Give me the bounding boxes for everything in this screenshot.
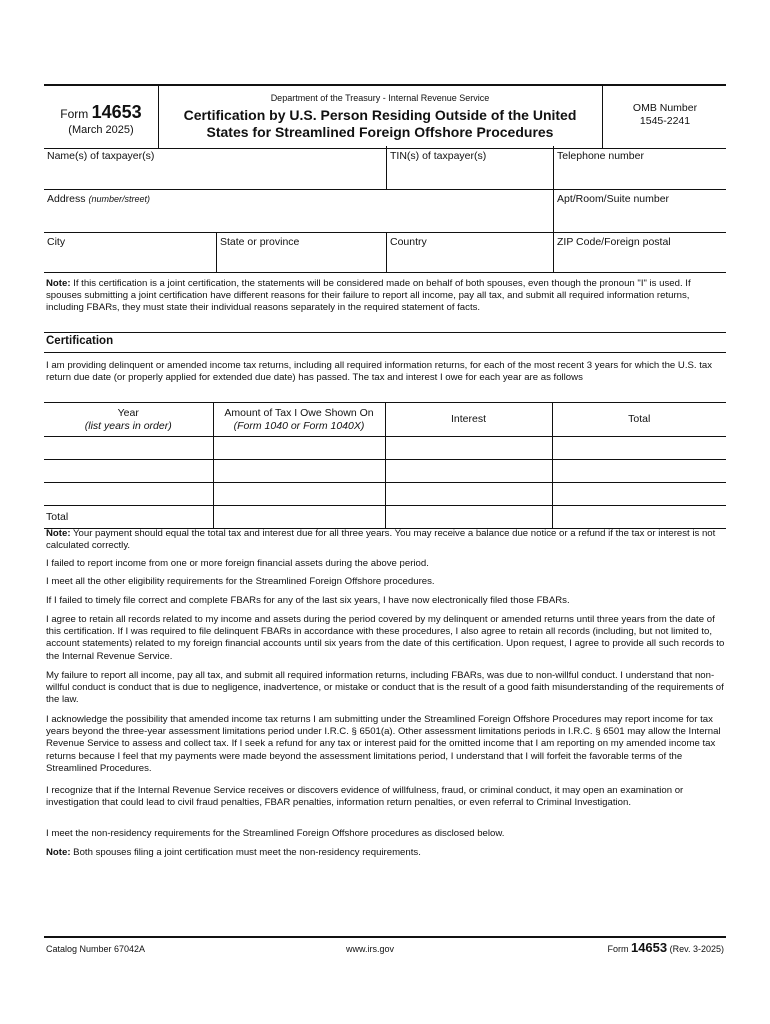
tin-label: TIN(s) of taxpayer(s)	[390, 150, 487, 162]
state-field[interactable]	[216, 232, 387, 272]
table-row	[44, 437, 726, 460]
names-label: Name(s) of taxpayer(s)	[47, 150, 155, 162]
col-year-hint: (list years in order)	[84, 419, 172, 432]
irs-website: www.irs.gov	[346, 944, 395, 954]
amount-cell[interactable]	[213, 460, 385, 483]
zip-field[interactable]	[553, 232, 727, 272]
form-number-line	[44, 102, 158, 123]
statement-4: I agree to retain all records related to my income and assets during the period covered by my delinquent or amended returns until three years from the date of this certification. If I was required to file delinquent FBARs in accordance with these procedures, I also agree to retain all records (including, but not limited to, account statements) related to my foreign financial accounts until six years from the date of this certification. Upon request, I agree to provide all such records to the Internal Revenue Service.	[46, 614, 725, 662]
form-title-block	[159, 86, 601, 148]
address-field[interactable]	[44, 189, 553, 232]
form-header	[44, 84, 726, 149]
section-divider	[44, 332, 726, 333]
total-cell[interactable]	[552, 460, 726, 483]
statement-3: If I failed to timely file correct and complete FBARs for any of the last six years, I have now electronically filed those FBARs.	[46, 595, 570, 606]
omb-label: OMB Number	[632, 102, 698, 114]
tin-field[interactable]	[386, 146, 554, 189]
note-text: Both spouses filing a joint certification must meet the non-residency requirements.	[70, 847, 421, 858]
form-footer	[44, 936, 726, 958]
note-label: Note:	[46, 528, 71, 539]
certification-intro: I am providing delinquent or amended income tax returns, including all required information returns, for each of the most recent 3 years for which the U.S. tax return due date (or properly applied for extended due date) has passed. The tax and interest I owe for each year are as follows	[46, 360, 713, 384]
statement-1: I failed to report income from one or more foreign financial assets during the above period.	[46, 558, 429, 569]
total-row-label: Total	[44, 506, 213, 529]
year-cell[interactable]	[44, 437, 213, 460]
names-field[interactable]	[44, 146, 386, 189]
statement-7: I recognize that if the Internal Revenue Service receives or discovers evidence of willfulness, fraud, or criminal conduct, it may open an examination or investigation that could lead to civil fraud penalties, FBAR penalties, information return penalties, or even referral to Criminal Investigation.	[46, 785, 684, 809]
footer-form-id	[607, 940, 724, 955]
note-label: Note:	[46, 278, 71, 289]
footer-revision: (Rev. 3-2025)	[669, 944, 724, 954]
amount-cell[interactable]	[213, 483, 385, 506]
note-text: Your payment should equal the total tax and interest due for all three years. You may receive a balance due notice or a refund if the tax or interest is not calculated correctly.	[46, 528, 716, 552]
col-header-total: Total	[552, 403, 726, 437]
department-line: Department of the Treasury - Internal Revenue Service	[270, 93, 490, 103]
form-number: 14653	[91, 102, 142, 122]
state-label: State or province	[220, 236, 300, 248]
grand-total-cell[interactable]	[552, 506, 726, 529]
omb-block	[602, 86, 727, 148]
form-title	[159, 107, 601, 141]
non-residency-note	[46, 847, 726, 859]
city-field[interactable]	[44, 232, 216, 272]
total-cell[interactable]	[552, 437, 726, 460]
interest-cell[interactable]	[385, 437, 552, 460]
interest-cell[interactable]	[385, 460, 552, 483]
form-date: (March 2025)	[68, 124, 134, 136]
statement-2: I meet all the other eligibility requirements for the Streamlined Foreign Offshore procedures.	[46, 576, 435, 587]
amount-cell[interactable]	[213, 437, 385, 460]
address-label-text: Address	[47, 193, 86, 205]
statement-5: My failure to report all income, pay all tax, and submit all required information returns, including FBARs, was due to non-willful conduct. I understand that non-willful conduct is conduct that is due to negligence, inadvertence, or mistake or conduct that is the result of a good faith misunderstanding of the requirements of the law.	[46, 670, 724, 706]
country-field[interactable]	[386, 232, 554, 272]
omb-number: 1545-2241	[639, 115, 691, 127]
taxpayer-row-2	[44, 189, 726, 233]
zip-label: ZIP Code/Foreign postal	[557, 236, 671, 248]
col-header-amount	[213, 403, 385, 437]
table-row	[44, 483, 726, 506]
interest-total-cell[interactable]	[385, 506, 552, 529]
col-amount-label: Amount of Tax I Owe Shown On	[224, 406, 374, 419]
col-year-label: Year	[117, 406, 139, 419]
interest-cell[interactable]	[385, 483, 552, 506]
col-amount-hint: (Form 1040 or Form 1040X)	[233, 419, 365, 432]
col-header-year	[44, 403, 213, 437]
footer-form-word: Form	[607, 944, 629, 954]
form-title-line-1: Certification by U.S. Person Residing Outside of the United	[183, 107, 577, 123]
address-label	[44, 189, 553, 205]
table-header-row	[44, 403, 726, 437]
footer-form-number: 14653	[630, 940, 668, 955]
note-text: If this certification is a joint certification, the statements will be considered made on behalf of both spouses, even though the pronoun "I" is used. If spouses submitting a joint certification have different reasons for their failure to report all income, pay all tax, and submit all required information returns, including FBARs, they must state their individual reasons separately in the required statement of facts.	[46, 278, 691, 314]
total-cell[interactable]	[552, 483, 726, 506]
statement-8: I meet the non-residency requirements for the Streamlined Foreign Offshore procedures as disclosed below.	[46, 828, 505, 839]
payment-note	[46, 528, 726, 552]
city-label: City	[47, 236, 66, 248]
catalog-number: Catalog Number 67042A	[46, 944, 146, 954]
apt-label: Apt/Room/Suite number	[557, 193, 670, 205]
taxpayer-row-1	[44, 146, 726, 190]
note-label: Note:	[46, 847, 71, 858]
joint-certification-note	[46, 278, 726, 315]
address-hint: (number/street)	[88, 194, 150, 204]
form-word: Form	[60, 107, 89, 121]
statement-6: I acknowledge the possibility that amended income tax returns I am submitting under the Streamlined Foreign Offshore Procedures may report income for tax years beyond the three-year assessment limitations period under I.R.C. § 6501(a). Other assessment limitations periods in I.R.C. § 6501 may allow the Internal Revenue Service to assess and collect tax. If I seek a refund for any tax or interest paid for the omitted income that I am reporting on my amended income tax returns because I feel that my payments were made beyond the assessment limitations period, I understand that I will forfeit the favorable terms of the Streamlined Procedures.	[46, 714, 721, 774]
tax-table	[44, 402, 726, 529]
telephone-label: Telephone number	[557, 150, 644, 162]
telephone-field[interactable]	[553, 146, 727, 189]
country-label: Country	[390, 236, 427, 248]
year-cell[interactable]	[44, 460, 213, 483]
amount-total-cell[interactable]	[213, 506, 385, 529]
year-cell[interactable]	[44, 483, 213, 506]
form-title-line-2: States for Streamlined Foreign Offshore Procedures	[206, 124, 554, 140]
form-id-block	[44, 86, 159, 148]
form-page	[44, 0, 726, 1024]
col-header-interest: Interest	[385, 403, 552, 437]
certification-heading: Certification	[44, 335, 726, 353]
taxpayer-row-3	[44, 232, 726, 273]
table-total-row	[44, 506, 726, 529]
apt-field[interactable]	[553, 189, 727, 232]
table-row	[44, 460, 726, 483]
